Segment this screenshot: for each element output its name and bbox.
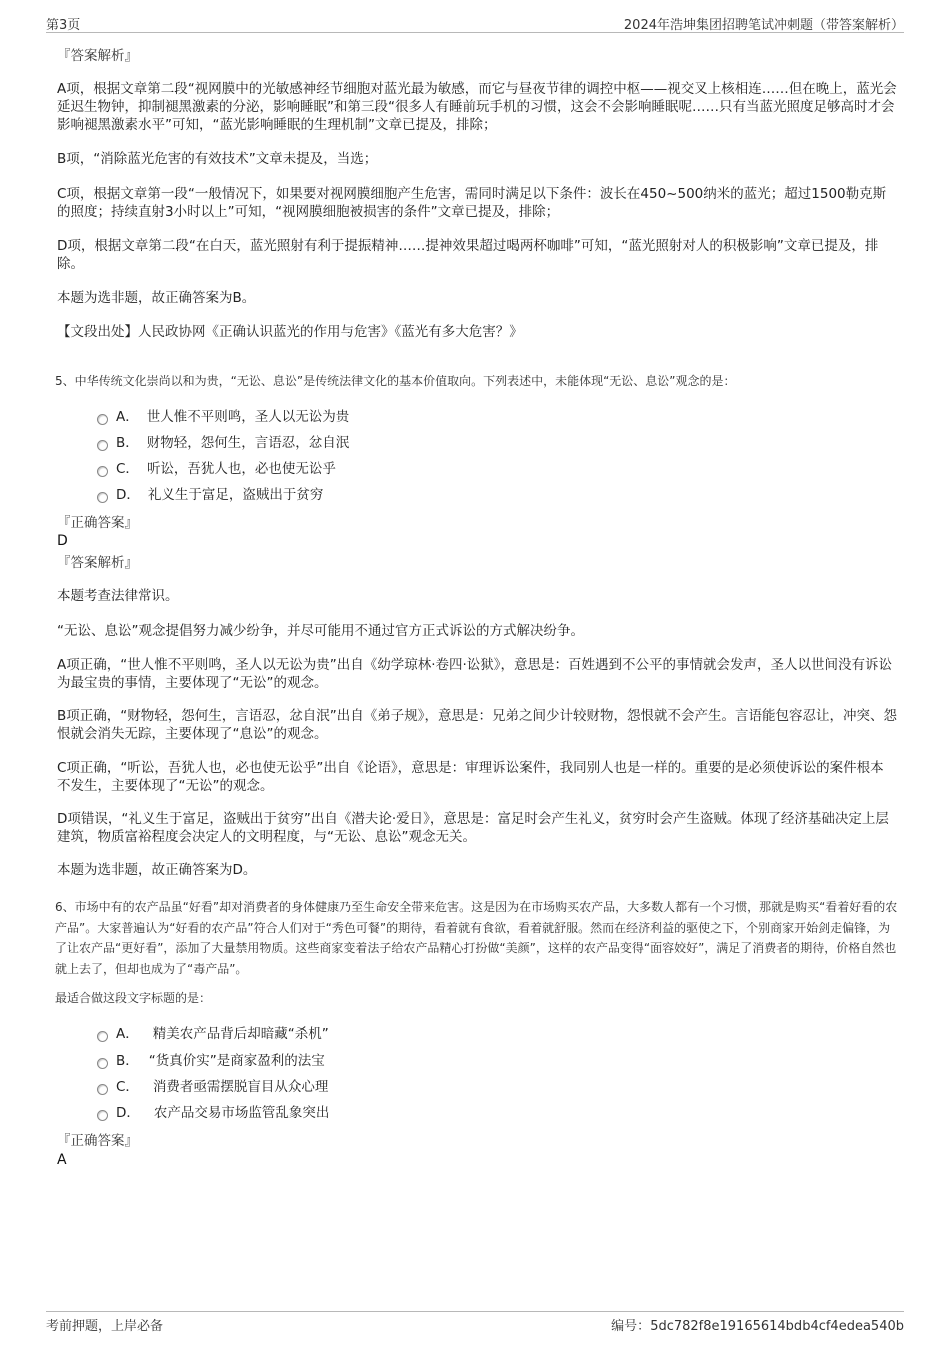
radio-button[interactable] bbox=[97, 440, 108, 451]
option-letter: B． bbox=[116, 435, 139, 451]
question-6-option-b[interactable] bbox=[97, 1052, 325, 1070]
option-text: 精美农产品背后却暗藏“杀机” bbox=[152, 1026, 329, 1042]
analysis-option-c: C项正确，“听讼，吾犹人也，必也使无讼乎”出自《论语》，意思是：审理诉讼案件，我同别人也是一样的。重要的是必须使诉讼的案件根本不发生，主要体现了“无讼”的观念。 bbox=[57, 760, 884, 794]
question-6-prompt: 最适合做这段文字标题的是： bbox=[55, 991, 212, 1005]
option-letter: A． bbox=[116, 1026, 139, 1042]
option-letter: D． bbox=[116, 1105, 140, 1121]
analysis-conclusion: 本题为选非题，故正确答案为B。 bbox=[57, 290, 256, 306]
question-5-stem: 5、中华传统文化崇尚以和为贵，“无讼、息讼”是传统法律文化的基本价值取向。下列表述中，未能体现“无讼、息讼”观念的是： bbox=[55, 374, 736, 388]
correct-answer-tag: 『正确答案』 bbox=[57, 515, 138, 531]
correct-answer: D bbox=[57, 533, 68, 549]
question-5-option-b[interactable] bbox=[97, 434, 349, 452]
analysis-conclusion: 本题为选非题，故正确答案为D。 bbox=[57, 862, 257, 878]
page-header bbox=[46, 14, 904, 33]
radio-button[interactable] bbox=[97, 1031, 108, 1042]
radio-button[interactable] bbox=[97, 466, 108, 477]
analysis-intro: 本题考查法律常识。 bbox=[57, 588, 179, 604]
radio-button[interactable] bbox=[97, 1058, 108, 1069]
radio-button[interactable] bbox=[97, 1110, 108, 1121]
option-text: “货真价实”是商家盈利的法宝 bbox=[148, 1053, 325, 1069]
analysis-concept: “无讼、息讼”观念提倡努力减少纷争，并尽可能用不通过官方正式诉讼的方式解决纷争。 bbox=[57, 623, 584, 639]
analysis-paragraph-c: C项，根据文章第一段“一般情况下，如果要对视网膜细胞产生危害，需同时满足以下条件：波长在450~500纳米的蓝光；超过1500勒克斯的照度；持续直射3小时以上”可知，“视网膜细胞被损害的条件”文章已提及，排除； bbox=[57, 186, 887, 220]
option-letter: C． bbox=[116, 461, 139, 477]
footer-slogan: 考前押题，上岸必备 bbox=[46, 1319, 164, 1334]
radio-button[interactable] bbox=[97, 1084, 108, 1095]
analysis-tag: 『答案解析』 bbox=[57, 555, 138, 571]
serial-label: 编号： bbox=[611, 1319, 651, 1334]
question-6-option-c[interactable] bbox=[97, 1078, 328, 1096]
serial-number bbox=[611, 1315, 904, 1334]
correct-answer-tag: 『正确答案』 bbox=[57, 1133, 138, 1149]
option-text: 世人惟不平则鸣，圣人以无讼为贵 bbox=[146, 409, 350, 425]
radio-button[interactable] bbox=[97, 492, 108, 503]
radio-button[interactable] bbox=[97, 414, 108, 425]
analysis-option-b: B项正确，“财物轻，怨何生，言语忍，忿自泯”出自《弟子规》，意思是：兄弟之间少计较财物，怨恨就不会产生。言语能包容忍让，冲突、怨恨就会消失无踪，主要体现了“息讼”的观念。 bbox=[57, 708, 897, 742]
option-letter: D． bbox=[116, 487, 140, 503]
page-number: 第3页 bbox=[46, 18, 81, 33]
option-text: 消费者亟需摆脱盲目从众心理 bbox=[152, 1079, 329, 1095]
page-footer bbox=[46, 1311, 904, 1334]
question-6-option-a[interactable] bbox=[97, 1025, 329, 1043]
question-6-option-d[interactable] bbox=[97, 1104, 329, 1122]
source-citation: 【文段出处】人民政协网《正确认识蓝光的作用与危害》《蓝光有多大危害？》 bbox=[57, 324, 523, 340]
serial-value: 5dc782f8e19165614bdb4cf4edea540b bbox=[650, 1319, 904, 1334]
analysis-option-a: A项正确，“世人惟不平则鸣，圣人以无讼为贵”出自《幼学琼林·卷四·讼狱》，意思是：百姓遇到不公平的事情就会发声，圣人以世间没有诉讼为最宝贵的事情，主要体现了“无讼”的观念。 bbox=[57, 657, 893, 691]
question-5-option-d[interactable] bbox=[97, 486, 323, 504]
analysis-paragraph-b: B项，“消除蓝光危害的有效技术”文章未提及，当选； bbox=[57, 151, 378, 167]
question-5-option-c[interactable] bbox=[97, 460, 336, 478]
correct-answer: A bbox=[57, 1152, 67, 1168]
option-letter: A． bbox=[116, 409, 139, 425]
question-5-option-a[interactable] bbox=[97, 408, 349, 426]
analysis-paragraph-a: A项，根据文章第二段“视网膜中的光敏感神经节细胞对蓝光最为敏感，而它与昼夜节律的调控中枢——视交叉上核相连……但在晚上，蓝光会延迟生物钟，抑制褪黑激素的分泌，影响睡眠”和第三段“很多人有睡前玩手机的习惯，这会不会影响睡眠呢……只有当蓝光照度足够高时才会影响褪黑激素水平”可知，“蓝光影响睡眠的生理机制”文章已提及，排除； bbox=[57, 81, 897, 133]
option-text: 礼义生于富足，盗贼出于贫穷 bbox=[147, 487, 324, 503]
question-6-stem: 6、市场中有的农产品虽“好看”却对消费者的身体健康乃至生命安全带来危害。这是因为在市场购买农产品，大多数人都有一个习惯，那就是购买“看着好看的农产品”。大家普遍认为“好看的农产品”符合人们对于“秀色可餐”的期待，看着就有食欲，看着就舒服。然而在经济利益的驱使之下，个别商家开始剑走偏锋，为了让农产品“更好看”，添加了大量禁用物质。这些商家变着法子给农产品精心打扮做“美颜”，这样的农产品变得“面容姣好”，满足了消费者的期待，价格自然也就上去了，但却也成为了“毒产品”。 bbox=[55, 900, 898, 976]
option-letter: B． bbox=[116, 1053, 139, 1069]
document-title: 2024年浩坤集团招聘笔试冲刺题（带答案解析） bbox=[623, 18, 904, 33]
analysis-tag: 『答案解析』 bbox=[57, 48, 138, 64]
option-text: 听讼，吾犹人也，必也使无讼乎 bbox=[146, 461, 336, 477]
option-text: 财物轻，怨何生，言语忍，忿自泯 bbox=[146, 435, 350, 451]
option-letter: C． bbox=[116, 1079, 139, 1095]
analysis-paragraph-d: D项，根据文章第二段“在白天，蓝光照射有利于提振精神……提神效果超过喝两杯咖啡”可知，“蓝光照射对人的积极影响”文章已提及，排除。 bbox=[57, 238, 879, 272]
option-text: 农产品交易市场监管乱象突出 bbox=[153, 1105, 330, 1121]
analysis-option-d: D项错误，“礼义生于富足，盗贼出于贫穷”出自《潜夫论·爱日》，意思是：富足时会产生礼义，贫穷时会产生盗贼。体现了经济基础决定上层建筑，物质富裕程度会决定人的文明程度，与“无讼、息讼”观念无关。 bbox=[57, 811, 889, 845]
